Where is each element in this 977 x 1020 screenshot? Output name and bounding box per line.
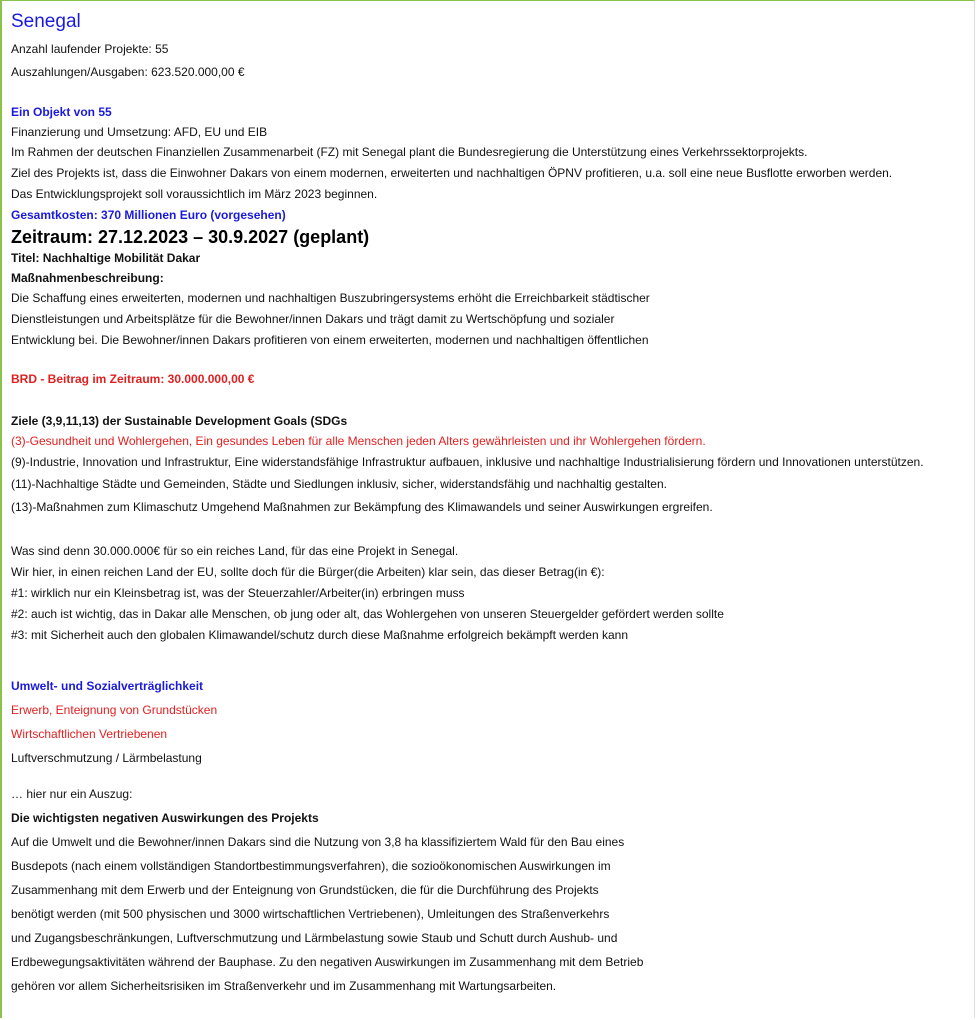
page-title: Senegal: [11, 11, 81, 32]
financing: Finanzierung und Umsetzung: AFD, EU und EIB: [11, 125, 268, 139]
comment-line: #1: wirklich nur ein Kleinsbetrag ist, was der Steuerzahler/Arbeiter(in) erbringen muss: [11, 586, 465, 600]
negative-heading: Die wichtigsten negativen Auswirkungen des Projekts: [11, 811, 319, 825]
object-heading: Ein Objekt von 55: [11, 105, 112, 119]
comment-line: #3: mit Sicherheit auch den globalen Klimawandel/schutz durch diese Maßnahme erfolgreich bekämpft werden kann: [11, 628, 629, 642]
measures-line: Die Schaffung eines erweiterten, modernen und nachhaltigen Buszubringersystems erhöht die Erreichbarkeit städtischer: [11, 291, 650, 305]
sdg-item: (3)-Gesundheit und Wohlergehen, Ein gesundes Leben für alle Menschen jeden Alters gewährleisten und ihr Wohlergehen fördern.: [11, 434, 706, 448]
article-content: [11, 10, 966, 998]
intro-line: Ziel des Projekts ist, dass die Einwohner Dakars von einem modernen, erweiterten und nachhaltigen ÖPNV profitieren, u.a. soll eine neue Busflotte erworben werden.: [11, 166, 893, 180]
negative-line: und Zugangsbeschränkungen, Luftverschmutzung und Lärmbelastung sowie Staub und Schutt durch Aushub- und: [11, 931, 618, 945]
comment-line: #2: auch ist wichtig, das in Dakar alle Menschen, ob jung oder alt, das Wohlergehen von unseren Steuergelder gefördert werden sollte: [11, 607, 724, 621]
comment-line: Was sind denn 30.000.000€ für so ein reiches Land, für das eine Projekt in Senegal.: [11, 544, 459, 558]
comment-line: Wir hier, in einen reichen Land der EU, sollte doch für die Bürger(die Arbeiten) klar sein, das dieser Betrag(in €):: [11, 565, 605, 579]
env-heading: Umwelt- und Sozialverträglichkeit: [11, 679, 204, 693]
negative-line: Busdepots (nach einem vollständigen Standortbestimmungsverfahren), die sozioökonomischen Auswirkungen im: [11, 859, 611, 873]
negative-line: Erdbewegungsaktivitäten während der Bauphase. Zu den negativen Auswirkungen im Zusammenhang mit dem Betrieb: [11, 955, 644, 969]
brd-contribution: BRD - Beitrag im Zeitraum: 30.000.000,00 €: [11, 372, 255, 386]
total-cost: Gesamtkosten: 370 Millionen Euro (vorgesehen): [11, 208, 286, 222]
env-item: Erwerb, Enteignung von Grundstücken: [11, 703, 218, 717]
negative-line: gehören vor allem Sicherheitsrisiken im Straßenverkehr und im Zusammenhang mit Wartungsarbeiten.: [11, 979, 557, 993]
projects-count: Anzahl laufender Projekte: 55: [11, 42, 169, 56]
negative-line: benötigt werden (mit 500 physischen und 3000 wirtschaftlichen Vertriebenen), Umleitungen des Straßenverkehrs: [11, 907, 610, 921]
measures-line: Dienstleistungen und Arbeitsplätze für die Bewohner/innen Dakars und trägt damit zu Wertschöpfung und sozialer: [11, 312, 615, 326]
sdg-item: (13)-Maßnahmen zum Klimaschutz Umgehend Maßnahmen zur Bekämpfung des Klimawandels und seiner Auswirkungen ergreifen.: [11, 500, 713, 514]
period: Zeitraum: 27.12.2023 – 30.9.2027 (geplant): [11, 227, 370, 247]
env-item: Wirtschaftlichen Vertriebenen: [11, 727, 168, 741]
sdg-item: (11)-Nachhaltige Städte und Gemeinden, Städte und Siedlungen inklusiv, sicher, widerstandsfähig und nachhaltig gestalten.: [11, 477, 667, 491]
excerpt-note: … hier nur ein Auszug:: [11, 787, 133, 801]
measures-line: Entwicklung bei. Die Bewohner/innen Dakars profitieren von einem erweiterten, modernen und nachhaltigen öffentlichen: [11, 333, 649, 347]
project-title: Titel: Nachhaltige Mobilität Dakar: [11, 251, 201, 265]
intro-line: Das Entwicklungsprojekt soll voraussichtlich im März 2023 beginnen.: [11, 187, 378, 201]
sdg-item: (9)-Industrie, Innovation und Infrastruktur, Eine widerstandsfähige Infrastruktur aufbauen, inklusive und nachhaltige Industrialisierung fördern und Innovationen unterstützen.: [11, 455, 924, 469]
measures-heading: Maßnahmenbeschreibung:: [11, 271, 164, 285]
sdg-heading: Ziele (3,9,11,13) der Sustainable Development Goals (SDGs: [11, 414, 348, 428]
intro-line: Im Rahmen der deutschen Finanziellen Zusammenarbeit (FZ) mit Senegal plant die Bundesregierung die Unterstützung eines Verkehrssektorprojekts.: [11, 145, 808, 159]
env-item: Luftverschmutzung / Lärmbelastung: [11, 751, 202, 765]
negative-line: Zusammenhang mit dem Erwerb und der Enteignung von Grundstücken, die für die Durchführung des Projekts: [11, 883, 599, 897]
payouts: Auszahlungen/Ausgaben: 623.520.000,00 €: [11, 65, 245, 79]
negative-line: Auf die Umwelt und die Bewohner/innen Dakars sind die Nutzung von 3,8 ha klassifiziertem Wald für den Bau eines: [11, 835, 625, 849]
